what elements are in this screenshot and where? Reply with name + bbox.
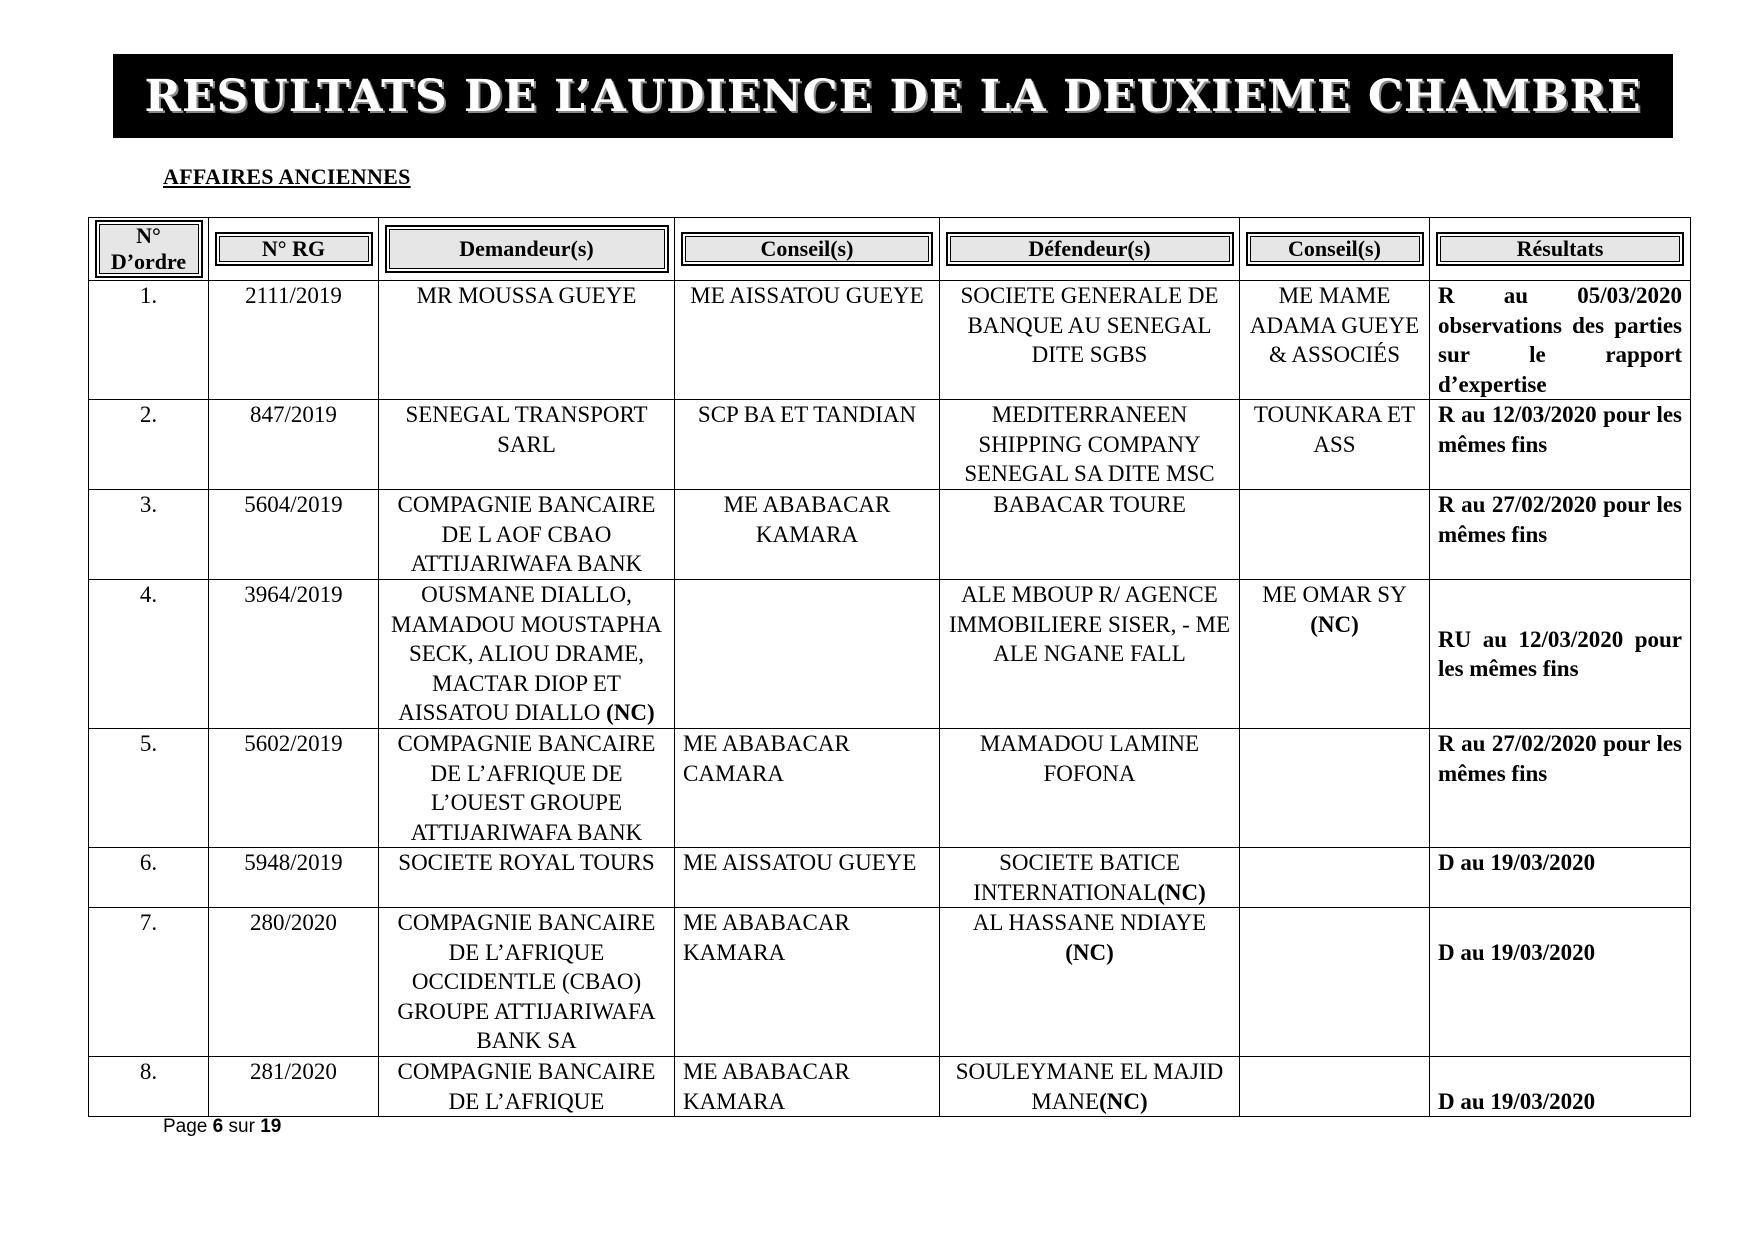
nc-mark: (NC) — [1065, 939, 1114, 965]
table-row — [89, 281, 1691, 400]
header-rg-cell — [209, 218, 379, 281]
cell-conseil-demandeur: SCP BA ET TANDIAN — [675, 400, 940, 490]
cell-conseil-demandeur — [675, 580, 940, 729]
page-title: RESULTATS DE L’AUDIENCE DE LA DEUXIEME CHAMBRE — [144, 70, 1642, 122]
section-heading: AFFAIRES ANCIENNES — [163, 164, 411, 189]
header-resultats: Résultats — [1436, 232, 1684, 266]
cell-conseil-defendeur — [1240, 908, 1430, 1057]
defendeur-text: MAMADOU LAMINE FOFONA — [979, 731, 1200, 786]
header-defendeur-cell — [940, 218, 1240, 281]
cell-demandeur — [379, 580, 675, 729]
cell-defendeur — [940, 1057, 1240, 1117]
header-defendeur: Défendeur(s) — [946, 232, 1234, 266]
cell-ordre: 3. — [89, 490, 209, 580]
table-row — [89, 1057, 1691, 1117]
footer-prefix: Page — [163, 1116, 213, 1137]
cell-demandeur — [379, 281, 675, 400]
header-resultats-cell — [1430, 218, 1691, 281]
nc-mark: (NC) — [606, 700, 655, 725]
defendeur-text: ALE MBOUP R/ AGENCE IMMOBILIERE SISER, - ME ALE NGANE FALL — [948, 582, 1231, 666]
cell-resultat: D au 19/03/2020 — [1430, 1057, 1691, 1117]
cell-demandeur — [379, 1057, 675, 1117]
cell-defendeur — [940, 848, 1240, 908]
cell-conseil-defendeur — [1240, 400, 1430, 490]
cell-demandeur — [379, 848, 675, 908]
header-demandeur-cell — [379, 218, 675, 281]
defendeur-text: SOULEYMANE EL MAJID MANE — [955, 1059, 1224, 1114]
cell-rg: 5604/2019 — [209, 490, 379, 580]
demandeur-text: COMPAGNIE BANCAIRE DE L’AFRIQUE OCCIDENTLE (CBAO) GROUPE ATTIJARIWAFA BANK SA — [397, 910, 656, 1053]
table-row — [89, 848, 1691, 908]
footer-current-page: 6 — [212, 1116, 224, 1137]
cell-demandeur — [379, 729, 675, 848]
demandeur-text: OUSMANE DIALLO, MAMADOU MOUSTAPHA SECK, ALIOU DRAME, MACTAR DIOP ET AISSATOU DIALLO — [391, 582, 662, 725]
cell-demandeur — [379, 908, 675, 1057]
demandeur-text: MR MOUSSA GUEYE — [416, 283, 637, 308]
header-rg: N° RG — [215, 232, 373, 266]
defendeur-text: SOCIETE GENERALE DE BANQUE AU SENEGAL DITE SGBS — [960, 283, 1219, 367]
cell-defendeur — [940, 281, 1240, 400]
table-row — [89, 580, 1691, 729]
cell-resultat: D au 19/03/2020 — [1430, 908, 1691, 1057]
header-demandeur: Demandeur(s) — [385, 225, 669, 273]
cell-resultat: RU au 12/03/2020 pour les mêmes fins — [1430, 580, 1691, 729]
cell-defendeur — [940, 908, 1240, 1057]
defendeur-text: MEDITERRANEEN SHIPPING COMPANY SENEGAL SA DITE MSC — [964, 402, 1215, 486]
header-conseil-defendeur: Conseil(s) — [1246, 232, 1424, 266]
demandeur-text: SENEGAL TRANSPORT SARL — [405, 402, 648, 457]
cell-rg: 5602/2019 — [209, 729, 379, 848]
cell-resultat: R au 27/02/2020 pour les mêmes fins — [1430, 729, 1691, 848]
demandeur-text: COMPAGNIE BANCAIRE DE L AOF CBAO ATTIJARIWAFA BANK — [397, 492, 656, 576]
cell-conseil-demandeur: ME ABABACAR KAMARA — [675, 490, 940, 580]
cell-resultat: R au 27/02/2020 pour les mêmes fins — [1430, 490, 1691, 580]
footer-total-pages: 19 — [260, 1116, 282, 1137]
table-row — [89, 400, 1691, 490]
cell-demandeur — [379, 490, 675, 580]
conseil-text: ME MAME ADAMA GUEYE & ASSOCIÉS — [1249, 283, 1420, 367]
cell-ordre: 2. — [89, 400, 209, 490]
cell-defendeur — [940, 729, 1240, 848]
table-header-row — [89, 218, 1691, 281]
cell-conseil-defendeur — [1240, 729, 1430, 848]
conseil-text: ME OMAR SY — [1262, 582, 1407, 607]
cell-conseil-defendeur — [1240, 281, 1430, 400]
cell-conseil-defendeur — [1240, 1057, 1430, 1117]
cell-rg: 847/2019 — [209, 400, 379, 490]
demandeur-text: SOCIETE ROYAL TOURS — [398, 850, 655, 875]
cell-conseil-demandeur: ME AISSATOU GUEYE — [675, 281, 940, 400]
cell-rg: 280/2020 — [209, 908, 379, 1057]
cell-conseil-demandeur: ME AISSATOU GUEYE — [675, 848, 940, 908]
defendeur-text: AL HASSANE NDIAYE — [972, 910, 1207, 935]
cell-demandeur — [379, 400, 675, 490]
cell-conseil-demandeur: ME ABABACAR KAMARA — [675, 908, 940, 1057]
cell-ordre: 1. — [89, 281, 209, 400]
cell-conseil-defendeur — [1240, 848, 1430, 908]
cell-conseil-demandeur: ME ABABACAR CAMARA — [675, 729, 940, 848]
cell-resultat: R au 05/03/2020 observations des parties sur le rapport d’expertise — [1430, 281, 1691, 400]
nc-mark: (NC) — [1099, 1088, 1148, 1114]
cell-conseil-demandeur: ME ABABACAR KAMARA — [675, 1057, 940, 1117]
demandeur-text: COMPAGNIE BANCAIRE DE L’AFRIQUE — [397, 1059, 656, 1114]
cell-ordre: 4. — [89, 580, 209, 729]
header-conseil2-cell — [1240, 218, 1430, 281]
cell-rg: 2111/2019 — [209, 281, 379, 400]
footer-middle: sur — [223, 1116, 261, 1137]
cell-ordre: 5. — [89, 729, 209, 848]
nc-mark: (NC) — [1157, 879, 1206, 905]
cell-conseil-defendeur — [1240, 580, 1430, 729]
demandeur-text: COMPAGNIE BANCAIRE DE L’AFRIQUE DE L’OUEST GROUPE ATTIJARIWAFA BANK — [397, 731, 656, 845]
cell-rg: 3964/2019 — [209, 580, 379, 729]
page-footer — [163, 1116, 281, 1138]
table-row — [89, 908, 1691, 1057]
results-table — [88, 217, 1691, 1117]
header-ordre-cell — [89, 218, 209, 281]
table-row — [89, 729, 1691, 848]
header-conseil1-cell — [675, 218, 940, 281]
cell-conseil-defendeur — [1240, 490, 1430, 580]
cell-resultat: R au 12/03/2020 pour les mêmes fins — [1430, 400, 1691, 490]
cell-defendeur — [940, 400, 1240, 490]
table-row — [89, 490, 1691, 580]
page-banner — [113, 54, 1673, 138]
cell-ordre: 6. — [89, 848, 209, 908]
defendeur-text: BABACAR TOURE — [993, 492, 1186, 517]
conseil-text: TOUNKARA ET ASS — [1253, 402, 1416, 457]
cell-rg: 281/2020 — [209, 1057, 379, 1117]
cell-rg: 5948/2019 — [209, 848, 379, 908]
header-conseil-demandeur: Conseil(s) — [681, 232, 933, 266]
cell-ordre: 7. — [89, 908, 209, 1057]
defendeur-text: SOCIETE BATICE INTERNATIONAL — [973, 850, 1180, 905]
cell-resultat: D au 19/03/2020 — [1430, 848, 1691, 908]
nc-mark: (NC) — [1310, 611, 1359, 637]
cell-defendeur — [940, 580, 1240, 729]
cell-ordre: 8. — [89, 1057, 209, 1117]
cell-defendeur — [940, 490, 1240, 580]
header-ordre: N° D’ordre — [95, 220, 203, 278]
